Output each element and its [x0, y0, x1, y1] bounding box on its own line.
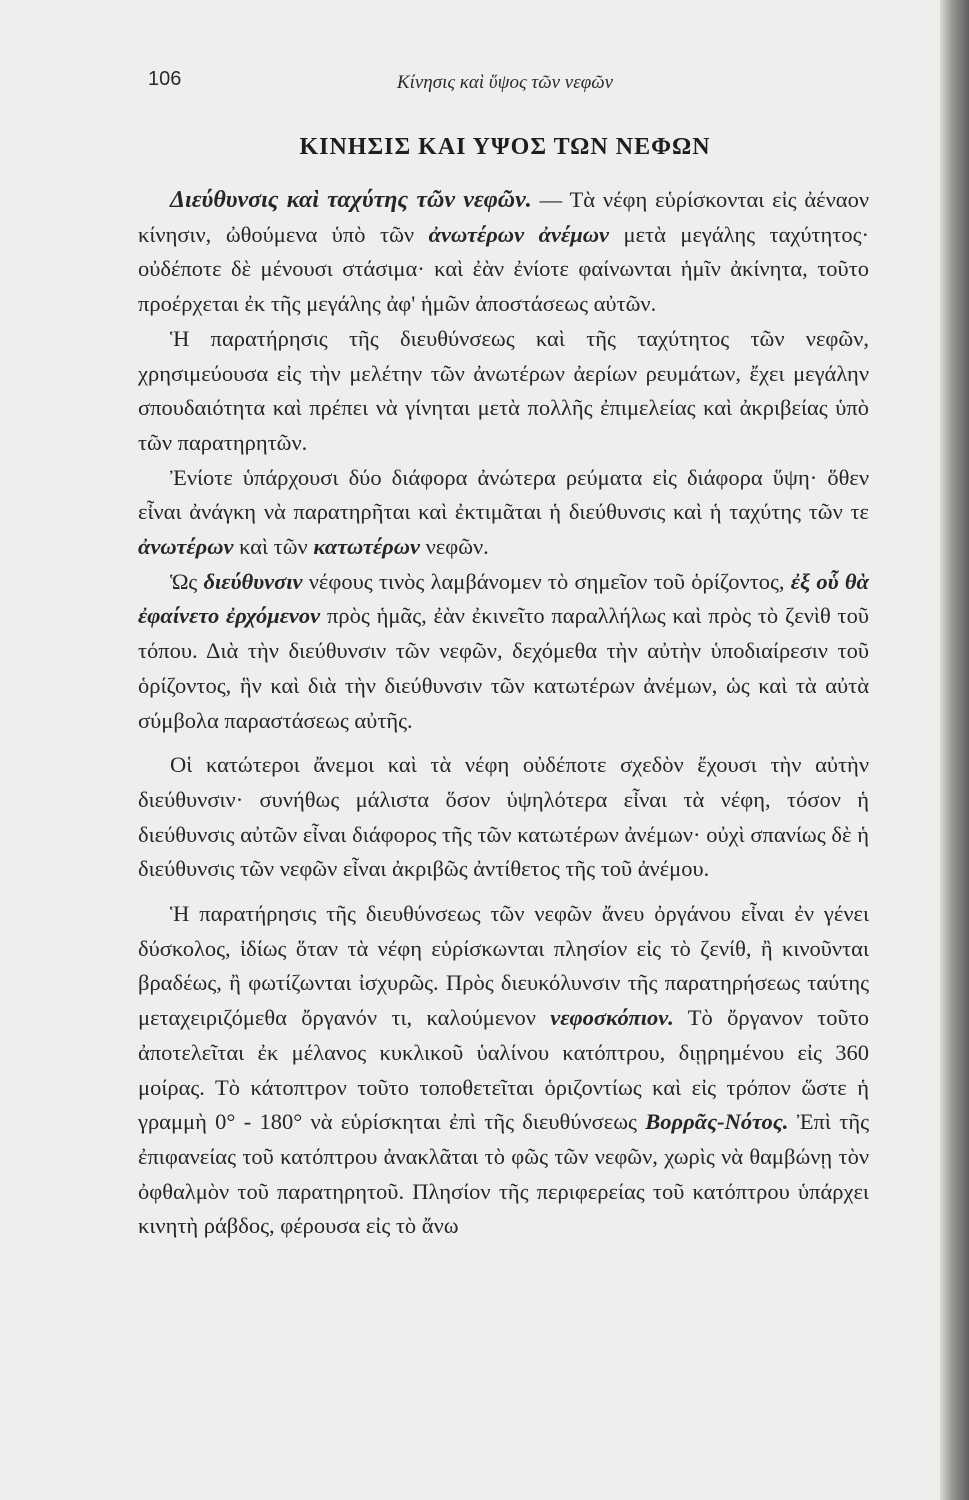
paragraph-1	[138, 183, 869, 322]
running-head: Κίνησις καὶ ὕψος τῶν νεφῶν	[396, 72, 614, 93]
emphasis: ἐξ οὗ θὰ ἐφαίνετο ἐρχόμενον	[138, 568, 870, 629]
text-run: — Τὰ νέφη εὑρίσκονται εἰς ἀέναον κίνησιν, ὠθούμενα ὑπὸ τῶν	[138, 187, 869, 247]
text-run: Ὡς	[170, 568, 204, 594]
emphasis: διεύθυνσιν	[203, 568, 303, 594]
text-run: μετὰ μεγάλης ταχύτητος· οὐδέποτε δὲ μένουσι στάσιμα· καὶ ἐὰν ἐνίοτε φαίνωνται ἡμῖν ἀκίνητα, τοῦτο προέρχεται ἐκ τῆς μεγάλης ἀφ' ἡμῶν ἀποστάσεως αὐτῶν.	[138, 221, 869, 317]
paragraph-3	[138, 461, 869, 565]
text-run: νεφῶν.	[419, 534, 489, 560]
emphasis: Βορρᾶς-Νότος.	[645, 1109, 789, 1135]
text-run: Ἡ παρατήρησις τῆς διευθύνσεως τῶν νεφῶν ἄνευ ὀργάνου εἶναι ἐν γένει δύσκολος, ἰδίως ὅταν τὰ νέφη εὑρίσκωνται πλησίον εἰς τὸ ζενίθ, ἢ κινοῦνται βραδέως, ἢ φωτίζωνται ἰσχυρῶς. Πρὸς διευκόλυνσιν τῆς παρατηρήσεως ταύτης μεταχειριζόμεθα ὄργανόν τι, καλούμενον	[138, 901, 869, 1031]
chapter-title: ΚΙΝΗΣΙΣ ΚΑΙ ΥΨΟΣ ΤΩΝ ΝΕΦΩΝ	[299, 134, 711, 160]
section-heading: Διεύθυνσις καὶ ταχύτης τῶν νεφῶν.	[170, 187, 532, 213]
text-run: καὶ τῶν	[233, 534, 314, 560]
page-number: 106	[148, 68, 182, 90]
text-run: Ἐπὶ τῆς ἐπιφανείας τοῦ κατόπτρου ἀνακλᾶται τὸ φῶς τῶν νεφῶν, χωρὶς νὰ θαμβώνῃ τὸν ὀφθαλμὸν τοῦ παρατηρητοῦ. Πλησίον τῆς περιφερείας τοῦ κατόπτρου ὑπάρχει κινητὴ ράβδος, φέρουσα εἰς τὸ ἄνω	[138, 1109, 869, 1239]
text-run: πρὸς ἡμᾶς, ἐὰν ἐκινεῖτο παραλλήλως καὶ πρὸς τὸ ζενὶθ τοῦ τόπου. Διὰ τὴν διεύθυνσιν τῶν νεφῶν, δεχόμεθα τὴν αὐτὴν ὑποδιαίρεσιν τοῦ ὁρίζοντος, ἣν καὶ διὰ τὴν διεύθυνσιν τῶν κατωτέρων ἀνέμων, ὡς καὶ τὰ αὐτὰ σύμβολα παραστάσεως αὐτῆς.	[138, 603, 869, 733]
text-run: Τὸ ὄργανον τοῦτο ἀποτελεῖται ἐκ μέλανος κυκλικοῦ ὑαλίνου κατόπτρου, διῃρημένου εἰς 360 μοίρας. Τὸ κάτοπτρον τοῦτο τοποθετεῖται ὁριζοντίως καὶ εἰς τρόπον ὥστε ἡ γραμμὴ 0° - 180° νὰ εὑρίσκηται ἐπὶ τῆς διευθύνσεως	[138, 1005, 869, 1135]
text-run: Ἐνίοτε ὑπάρχουσι δύο διάφορα ἀνώτερα ρεύματα εἰς διάφορα ὕψη· ὅθεν εἶναι ἀνάγκη νὰ παρατηρῆται καὶ ἐκτιμᾶται ἡ διεύθυνσις καὶ ἡ ταχύτης τῶν τε	[138, 464, 869, 525]
page-header	[140, 66, 870, 100]
paragraph-5	[138, 748, 869, 887]
text-run: νέφους τινὸς λαμβάνομεν τὸ σημεῖον τοῦ ὁρίζοντος,	[302, 568, 791, 594]
emphasis: ἀνωτέρων	[138, 534, 234, 560]
paragraph-4	[138, 565, 869, 739]
emphasis: κατωτέρων	[313, 534, 420, 560]
page-edge-shadow	[940, 0, 969, 1500]
text-run: Οἱ κατώτεροι ἄνεμοι καὶ τὰ νέφη οὐδέποτε σχεδὸν ἔχουσι τὴν αὐτὴν διεύθυνσιν· συνήθως μάλιστα ὅσον ὑψηλότερα εἶναι τὰ νέφη, τόσον ἡ διεύθυνσις αὐτῶν εἶναι διάφορος τῆς τῶν κατωτέρων ἀνέμων· οὐχὶ σπανίως δὲ ἡ διεύθυνσις τῶν νεφῶν εἶναι ἀκριβῶς ἀντίθετος τῆς τοῦ ἀνέμου.	[138, 752, 869, 882]
paragraph-6	[138, 897, 869, 1244]
paragraph-2	[138, 322, 869, 461]
emphasis: νεφοσκόπιον.	[550, 1005, 674, 1031]
emphasis: ἀνωτέρων ἀνέμων	[428, 221, 610, 247]
paragraph-gap	[138, 738, 869, 748]
text-run: Ἡ παρατήρησις τῆς διευθύνσεως καὶ τῆς ταχύτητος τῶν νεφῶν, χρησιμεύουσα εἰς τὴν μελέτην τῶν ἀνωτέρων ἀερίων ρευμάτων, ἔχει μεγάλην σπουδαιότητα καὶ πρέπει νὰ γίνηται μετὰ πολλῆς ἐπιμελείας καὶ ἀκριβείας ὑπὸ τῶν παρατηρητῶν.	[138, 325, 869, 455]
body-text	[138, 183, 869, 1244]
paragraph-gap	[138, 887, 869, 897]
